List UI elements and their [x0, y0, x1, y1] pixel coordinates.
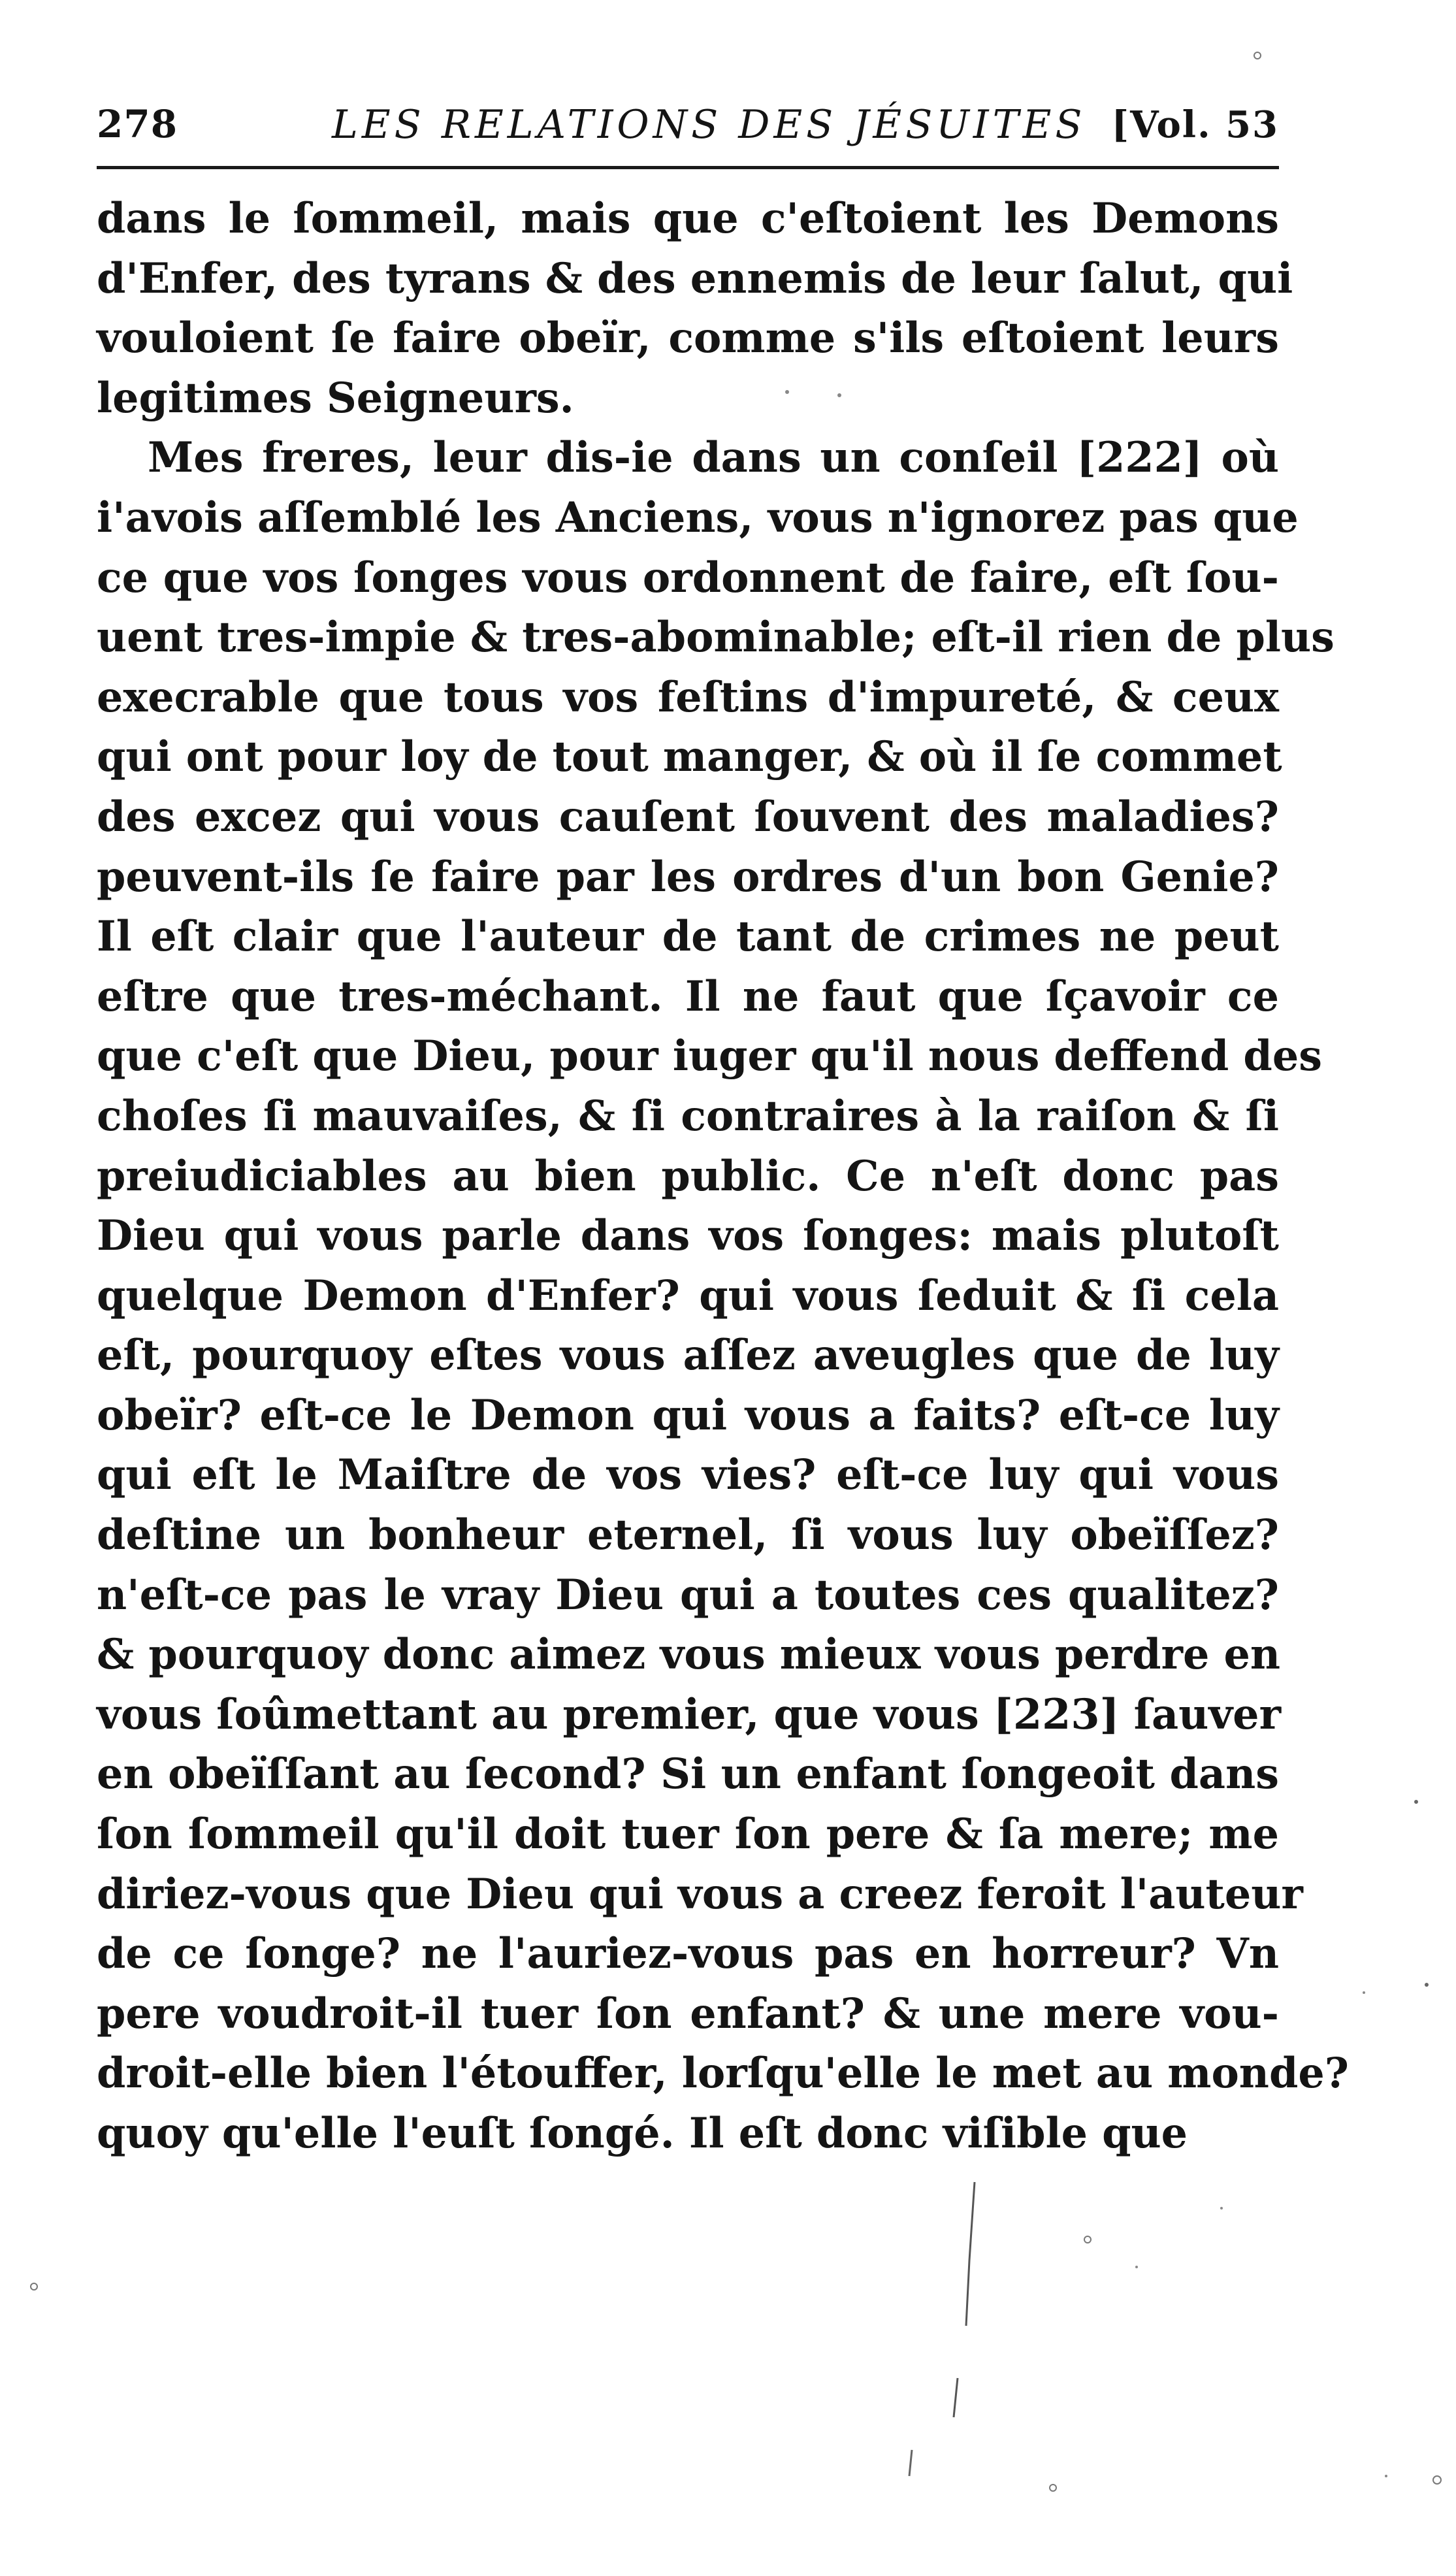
text-line: quelque Demon d'Enfer? qui vous ſeduit & ſi cela — [97, 1270, 1279, 1320]
text-line: ce que vos ſonges vous ordonnent de faire, eſt ſou- — [97, 552, 1279, 602]
scan-speck — [1433, 2476, 1441, 2484]
scan-speck — [1385, 2475, 1387, 2477]
text-line: d'Enfer, des tyrans & des ennemis de leur ſalut, qui — [97, 253, 1293, 302]
text-line: que c'eſt que Dieu, pour iuger qu'il nous deffend des — [97, 1031, 1322, 1081]
scan-speck — [785, 390, 789, 394]
volume-label: [Vol. 53 — [1111, 103, 1279, 146]
text-line: Dieu qui vous parle dans vos ſonges: mais plutoſt — [97, 1211, 1279, 1260]
text-line: deſtine un bonheur eternel, ſi vous luy obeïſſez? — [97, 1510, 1279, 1559]
text-line: eſtre que tres-méchant. Il ne faut que ſçavoir ce — [97, 971, 1279, 1020]
text-line: pere voudroit-il tuer ſon enfant? & une mere vou- — [97, 1988, 1279, 2038]
scan-speck — [1414, 1800, 1418, 1804]
text-line: ſon ſommeil qu'il doit tuer ſon pere & ſa mere; me — [97, 1809, 1279, 1859]
text-line: dans le ſommeil, mais que c'eſtoient les Demons — [97, 193, 1279, 242]
scan-speck — [1220, 2207, 1223, 2209]
page-number: 278 — [97, 102, 178, 146]
scan-speck — [1425, 1983, 1429, 1987]
text-line: vous ſoûmettant au premier, que vous [223] ſauver — [97, 1689, 1282, 1738]
scan-speck — [1135, 2266, 1138, 2268]
scan-speck — [1254, 52, 1261, 59]
text-line: qui eſt le Maiſtre de vos vies? eſt-ce luy qui vous — [97, 1450, 1279, 1499]
text-line: en obeïſſant au ſecond? Si un enfant ſongeoit dans — [97, 1749, 1279, 1799]
scan-mark — [909, 2450, 912, 2476]
scan-speck — [837, 393, 841, 397]
text-line: n'eſt-ce pas le vray Dieu qui a toutes ces qualitez? — [97, 1569, 1279, 1619]
scan-speck — [1363, 1991, 1365, 1994]
scan-speck — [1050, 2485, 1056, 2491]
text-line: diriez-vous que Dieu qui vous a creez feroit l'auteur — [97, 1868, 1303, 1918]
running-title: LES RELATIONS DES JÉSUITES — [332, 102, 1086, 148]
text-line: i'avois aſſemblé les Anciens, vous n'ignorez pas que — [97, 492, 1299, 542]
text-line: legitimes Seigneurs. — [97, 372, 574, 422]
text-line: vouloient ſe faire obeïr, comme s'ils eſtoient leurs — [97, 313, 1279, 363]
text-line: de ce ſonge? ne l'auriez-vous pas en horreur? Vn — [97, 1929, 1279, 1978]
text-line: obeïr? eſt-ce le Demon qui vous a faits? eſt-ce luy — [97, 1390, 1279, 1439]
scan-mark — [954, 2182, 975, 2417]
scan-speck — [31, 2283, 37, 2290]
text-line: uent tres-impie & tres-abominable; eſt-il rien de plus — [97, 612, 1335, 662]
text-line: choſes ſi mauvaiſes, & ſi contraires à la raiſon & ſi — [97, 1090, 1279, 1140]
text-line: qui ont pour loy de tout manger, & où il ſe commet — [97, 732, 1282, 781]
text-line: quoy qu'elle l'euſt ſongé. Il eſt donc viſible que — [97, 2108, 1188, 2157]
text-line: Il eſt clair que l'auteur de tant de crimes ne peut — [97, 911, 1279, 961]
text-line: & pourquoy donc aimez vous mieux vous perdre en — [97, 1629, 1281, 1679]
text-line: des excez qui vous cauſent ſouvent des maladies? — [97, 791, 1279, 841]
text-line: eſt, pourquoy eſtes vous aſſez aveugles que de luy — [97, 1330, 1279, 1380]
text-line: Mes freres, leur dis-ie dans un conſeil [222] où — [148, 432, 1279, 482]
text-line: preiudiciables au bien public. Ce n'eſt donc pas — [97, 1150, 1279, 1200]
text-line: droit-elle bien l'étouffer, lorſqu'elle le met au monde? — [97, 2048, 1349, 2098]
text-line: peuvent-ils ſe faire par les ordres d'un bon Genie? — [97, 851, 1279, 901]
text-line: execrable que tous vos feſtins d'impureté, & ceux — [97, 672, 1279, 721]
scan-speck — [1084, 2236, 1091, 2243]
